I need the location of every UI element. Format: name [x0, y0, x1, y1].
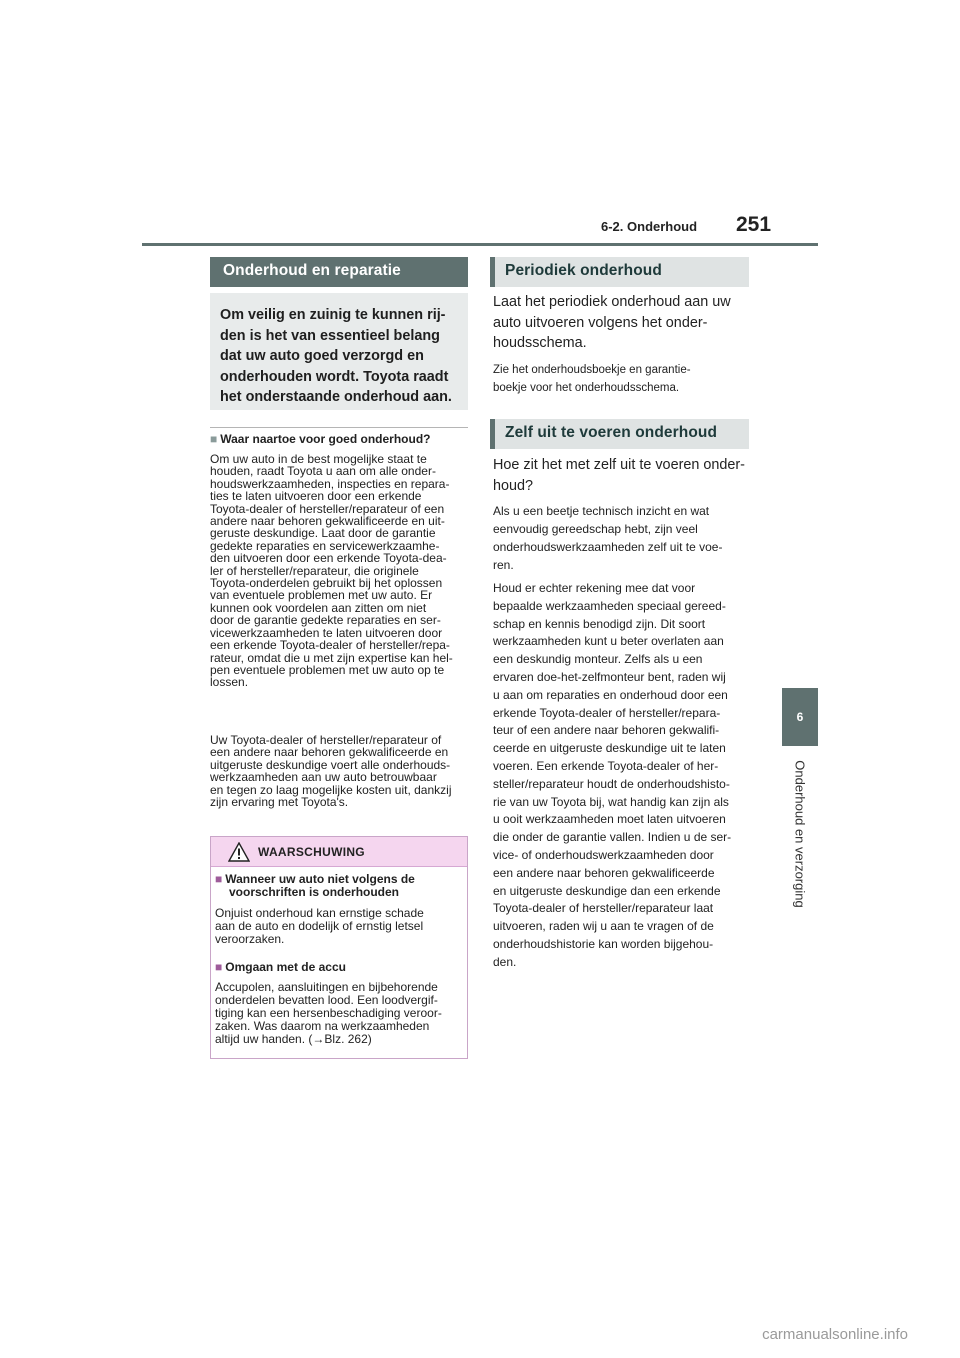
warning-header [211, 837, 467, 867]
warning-title: WAARSCHUWING [258, 845, 365, 859]
diy-paragraph-1: Als u een beetje technisch inzicht en wat eenvoudig gereedschap hebt, zijn veel onderhoudswerkzaamheden zelf uit te voe- ren. [493, 504, 723, 572]
section-header: 6-2. Onderhoud [601, 219, 698, 234]
subheading-rule [210, 427, 468, 428]
warning-item-2-title [215, 961, 455, 974]
warning-item-2-title-text: Omgaan met de accu [225, 960, 346, 974]
chapter-label: Onderhoud en verzorging [792, 760, 808, 908]
section-title-maintenance-repair: Onderhoud en reparatie [210, 257, 468, 287]
diy-lead: Hoe zit het met zelf uit te voeren onder- houd? [493, 457, 745, 494]
warning-box [210, 836, 468, 1059]
chapter-number: 6 [796, 710, 804, 724]
warning-item-1-title-line-2: voorschriften is onderhouden [229, 885, 400, 899]
section-title-diy-maintenance: Zelf uit te voeren onderhoud [490, 419, 749, 449]
square-bullet-icon: ■ [215, 960, 223, 974]
intro-text: Om veilig en zuinig te kunnen rij- den is het van essentieel belang dat uw auto goed verzorgd en onderhouden wordt. Toyota raadt het onderstaande onderhoud aan. [220, 307, 452, 405]
section-title-periodic-maintenance: Periodiek onderhoud [490, 257, 749, 287]
warning-item-2-text: Accupolen, aansluitingen en bijbehorende onderdelen bevatten lood. Een loodvergif- tiging kan een hersenbeschadiging veroor- zaken. Was daarom na werkzaamheden altijd uw handen. (→Blz. 262) [215, 980, 442, 1046]
left-paragraph-2: Uw Toyota-dealer of hersteller/reparateur of een andere naar behoren gekwalificeerde en uitgeruste deskundige voert alle onderhouds- werkzaamheden aan uw auto betrouwbaar en tegen zo laag mogelijke kosten uit, dankzij zijn ervaring met Toyota's. [210, 733, 452, 810]
warning-triangle-icon [228, 842, 250, 862]
left-paragraph-1: Om uw auto in de best mogelijke staat te houden, raadt Toyota u aan om alle onder- houdswerkzaamheden, inspecties en repara- ties te laten uitvoeren door een erkende Toyota-dealer of hersteller/reparateur of een andere naar behoren gekwalificeerde en uit- geruste deskundige. Laat door de garantie gedekte reparaties en servicewerkzaamhe- den uitvoeren door een erkende Toyota-dea- ler of hersteller/reparateur, die originele Toyota-onderdelen gebruikt bij het oplossen van eventuele problemen met uw auto. Er kunnen ook voordelen aan zitten om niet door de garantie gedekte reparaties en ser- vicewerkzaamheden te laten uitvoeren door een erkende Toyota-dealer of hersteller/repa- rateur, omdat die u met zijn expertise kan hel- pen eventuele problemen met uw auto op te lossen. [210, 452, 453, 690]
periodic-lead: Laat het periodiek onderhoud aan uw auto uitvoeren volgens het onder- houdsschema. [493, 294, 731, 351]
subheading [210, 432, 430, 446]
square-bullet-icon: ■ [210, 432, 218, 446]
intro-box [210, 293, 468, 410]
square-bullet-icon: ■ [215, 872, 223, 886]
subheading-text: Waar naartoe voor goed onderhoud? [220, 432, 431, 446]
page-number: 251 [736, 213, 772, 236]
warning-item-1-text: Onjuist onderhoud kan ernstige schade aan de auto en dodelijk of ernstig letsel veroorzaken. [215, 906, 424, 946]
watermark: carmanualsonline.info [762, 1326, 908, 1343]
chapter-tab [782, 688, 818, 746]
warning-item-1-title [215, 873, 455, 899]
header-rule [142, 243, 818, 246]
warning-item-1-title-line-1: Wanneer uw auto niet volgens de [225, 872, 415, 886]
diy-paragraph-2: Houd er echter rekening mee dat voor bepaalde werkzaamheden speciaal gereed- schap en kennis benodigd zijn. Dit soort werkzaamheden kunt u beter overlaten aan een deskundig monteur. Zelfs als u een ervaren doe-het-zelfmonteur bent, raden wij u aan om reparaties en onderhoud door een erkende Toyota-dealer of hersteller/repara- teur of een andere naar behoren gekwalifi- ceerde en uitgeruste deskundige uit te laten voeren. Een erkende Toyota-dealer of her- steller/reparateur houdt de onderhoudshisto- rie van uw Toyota bij, wat handig kan zijn als u ooit werkzaamheden moet laten uitvoeren die onder de garantie vallen. Indien u de ser- vice- of onderhoudswerkzaamheden door een andere naar behoren gekwalificeerde en uitgeruste deskundige dan een erkende Toyota-dealer of hersteller/reparateur laat uitvoeren, raden wij u aan te vragen of de onderhoudshistorie kan worden bijgehou- den. [493, 581, 732, 969]
periodic-note: Zie het onderhoudsboekje en garantie- boekje voor het onderhoudsschema. [493, 364, 691, 394]
